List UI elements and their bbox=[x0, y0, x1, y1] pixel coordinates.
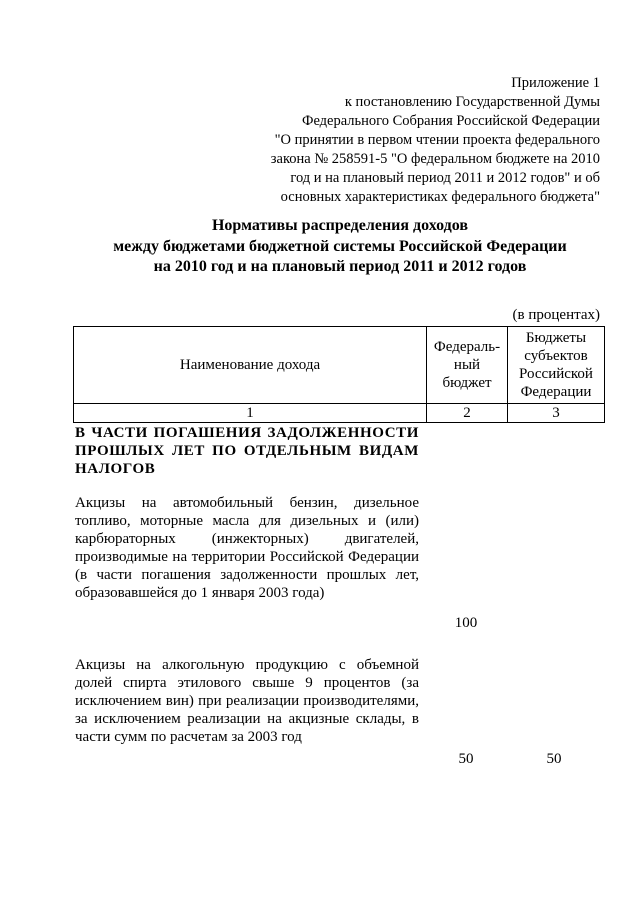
income-row-name: Акцизы на алкогольную продукцию с объемной долей спирта этилового свыше 9 процентов (за исключением вин) при реализации производителями, за исключением реализации на акцизные склады, в части сумм по расчетам за 2003 год bbox=[75, 657, 419, 745]
annex-line: Федерального Собрания Российской Федерации bbox=[301, 113, 600, 129]
federal-share-value: 100 bbox=[454, 615, 478, 631]
annex-line: к постановлению Государственной Думы bbox=[344, 94, 600, 110]
annex-line: Приложение 1 bbox=[511, 75, 600, 91]
header-regional-line: Бюджеты bbox=[525, 330, 587, 346]
header-federal-budget bbox=[427, 327, 508, 404]
income-row-name: Акцизы на автомобильный бензин, дизельное топливо, моторные масла для дизельных и (или) карбюраторных (инжекторных) двигателей, производимые на территории Российской Федерации (в части погашения задолженности прошлых лет, образовавшейся до 1 января 2003 года) bbox=[75, 495, 419, 601]
column-number-row bbox=[74, 404, 605, 423]
annex-block bbox=[220, 74, 600, 207]
header-federal-line: Федераль- bbox=[433, 339, 501, 355]
header-federal-line: ный bbox=[453, 357, 481, 373]
header-regional-line: субъектов bbox=[524, 348, 588, 364]
column-number: 2 bbox=[427, 404, 508, 423]
header-regional-line: Федерации bbox=[520, 384, 592, 400]
distribution-table bbox=[73, 326, 605, 423]
section-heading: В ЧАСТИ ПОГАШЕНИЯ ЗАДОЛЖЕННОСТИ ПРОШЛЫХ ЛЕТ ПО ОТДЕЛЬНЫМ ВИДАМ НАЛОГОВ bbox=[75, 425, 419, 477]
column-number: 3 bbox=[508, 404, 605, 423]
header-income-name: Наименование дохода bbox=[74, 327, 427, 404]
column-number: 1 bbox=[74, 404, 427, 423]
header-regional-line: Российской bbox=[519, 366, 593, 382]
federal-share-value: 50 bbox=[458, 751, 474, 767]
table-header-row bbox=[74, 327, 605, 404]
title-line: на 2010 год и на плановый период 2011 и 2012 годов bbox=[153, 258, 527, 275]
annex-line: закона № 258591-5 "О федеральном бюджете на 2010 bbox=[270, 151, 600, 167]
annex-line: основных характеристиках федерального бюджета" bbox=[280, 189, 600, 205]
title-line: Нормативы распределения доходов bbox=[211, 217, 469, 234]
title-line: между бюджетами бюджетной системы Российской Федерации bbox=[113, 237, 567, 255]
document-title bbox=[60, 216, 620, 278]
header-regional-budgets bbox=[508, 327, 605, 404]
units-note: (в процентах) bbox=[512, 307, 600, 323]
annex-line: "О принятии в первом чтении проекта федерального bbox=[274, 132, 600, 148]
annex-line: год и на плановый период 2011 и 2012 годов" и об bbox=[290, 170, 600, 186]
regional-share-value: 50 bbox=[546, 751, 562, 767]
header-federal-line: бюджет bbox=[442, 375, 492, 391]
